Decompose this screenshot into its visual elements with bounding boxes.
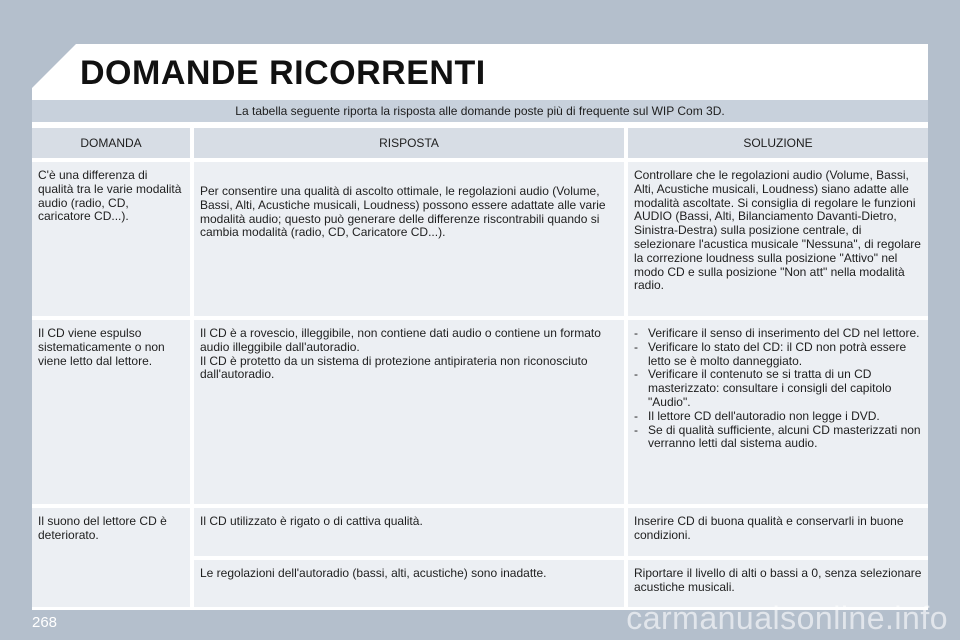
row2-risposta-para2: Il CD è protetto da un sistema di protezione antipirateria non riconosciuto dall'autoradio. [200, 353, 588, 382]
row3b-risposta: Le regolazioni dell'autoradio (bassi, alti, acustiche) sono inadatte. [194, 560, 624, 607]
row3-domanda: Il suono del lettore CD è deteriorato. [32, 508, 190, 607]
list-item: - Il lettore CD dell'autoradio non legge i DVD. [634, 410, 922, 424]
header-domanda: DOMANDA [32, 128, 190, 158]
subtitle-band: La tabella seguente riporta la risposta alle domande poste più di frequente sul WIP Com 3D. [32, 100, 928, 122]
list-item: - Se di qualità sufficiente, alcuni CD masterizzati non verranno letti dal sistema audio. [634, 424, 922, 452]
page-title: DOMANDE RICORRENTI [80, 54, 486, 92]
row2-risposta-para1: Il CD è a rovescio, illeggibile, non contiene dati audio o contiene un formato audio illeggibile dall'autoradio. [200, 326, 601, 354]
list-item: - Verificare il contenuto se si tratta di un CD masterizzato: consultare i consigli del capitolo "Audio". [634, 368, 922, 409]
header-soluzione: SOLUZIONE [628, 128, 928, 158]
list-item: - Verificare lo stato del CD: il CD non potrà essere letto se è molto danneggiato. [634, 341, 922, 369]
watermark: carmanualsonline.info [626, 600, 948, 636]
row1-domanda: C'è una differenza di qualità tra le varie modalità audio (radio, CD, caricatore CD...). [32, 162, 190, 316]
row3b-soluzione: Riportare il livello di alti o bassi a 0, senza selezionare acustiche musicali. [628, 560, 928, 607]
list-item: - Verificare il senso di inserimento del CD nel lettore. [634, 327, 922, 341]
row2-soluzione-list [634, 327, 922, 451]
row1-risposta: Per consentire una qualità di ascolto ottimale, le regolazioni audio (Volume, Bassi, Alti, Acustiche musicali, Loudness) possono essere adattate alle varie modalità audio; questo può generare delle differenze riscontrabili quando si cambia modalità (radio, CD, Caricatore CD...). [194, 162, 624, 316]
row2-risposta [194, 320, 624, 504]
row3a-risposta: Il CD utilizzato è rigato o di cattiva qualità. [194, 508, 624, 556]
header-risposta: RISPOSTA [194, 128, 624, 158]
row1-soluzione: Controllare che le regolazioni audio (Volume, Bassi, Alti, Acustiche musicali, Loudness) siano adatte alle modalità ascoltate. Si consiglia di regolare le funzioni AUDIO (Bassi, Alti, Bilanciamento Davanti-Dietro, Sinistra-Destra) sulla posizione centrale, di selezionare l'acustica musicale "Nessuna", di regolare la correzione loudness sulla posizione "Attivo" nel modo CD e sulla posizione "Non att" nella modalità radio. [628, 162, 928, 316]
page-number: 268 [32, 614, 58, 631]
row2-domanda: Il CD viene espulso sistematicamente o non viene letto dal lettore. [32, 320, 190, 504]
row2-soluzione [628, 320, 928, 504]
row3a-soluzione: Inserire CD di buona qualità e conservarli in buone condizioni. [628, 508, 928, 556]
